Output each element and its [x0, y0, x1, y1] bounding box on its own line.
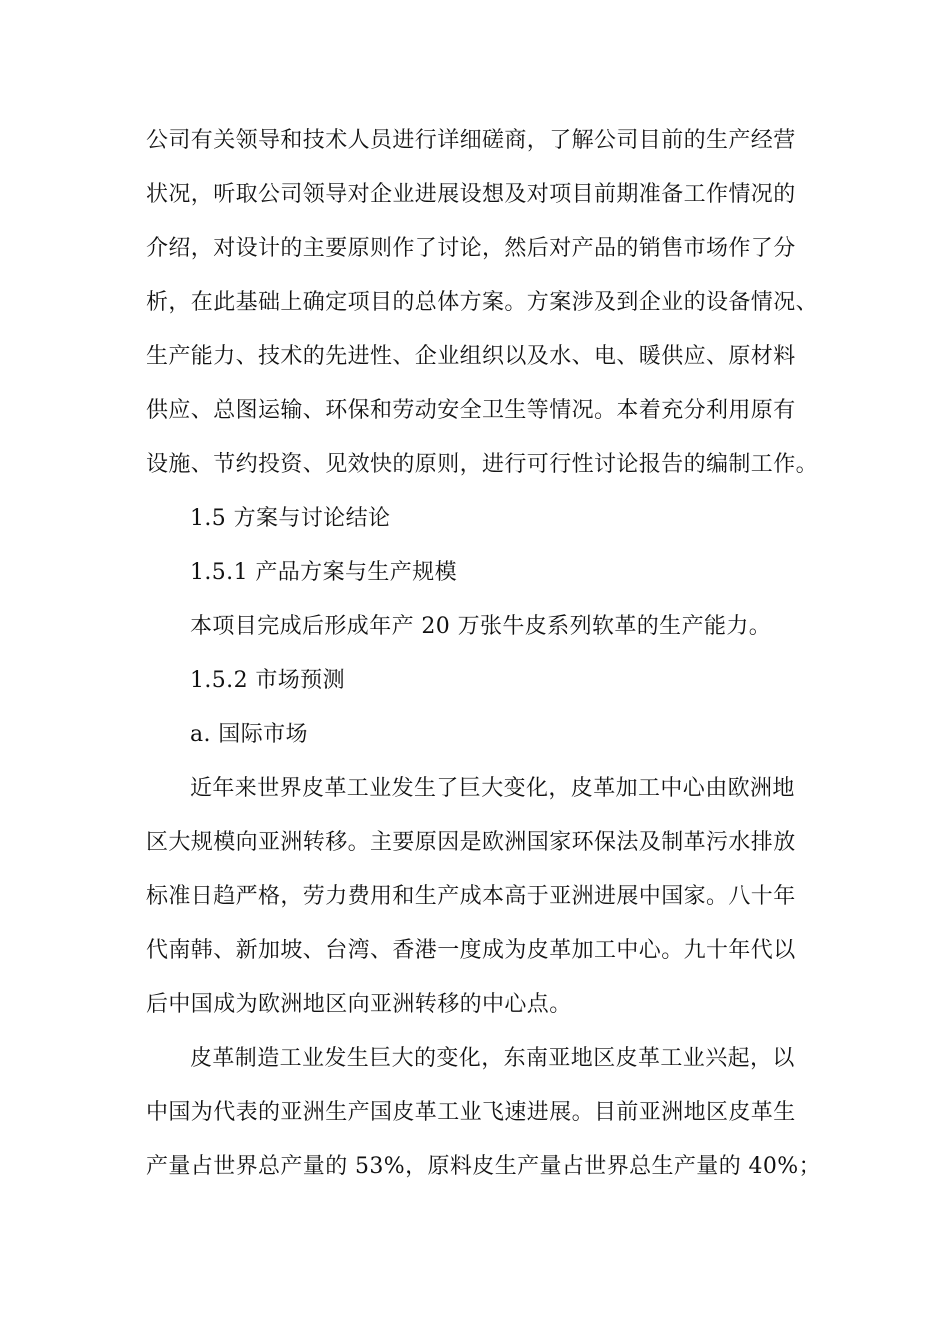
- market-paragraph-line: 后中国成为欧洲地区向亚洲转移的中心点。: [146, 992, 572, 1017]
- section-heading-1-5-1: 1.5.1 产品方案与生产规模: [190, 560, 457, 585]
- intro-paragraph-line: 析，在此基础上确定项目的总体方案。方案涉及到企业的设备情况、: [146, 290, 819, 315]
- intro-paragraph-line: 设施、节约投资、见效快的原则，进行可行性讨论报告的编制工作。: [146, 452, 819, 477]
- industry-paragraph-line: 中国为代表的亚洲生产国皮革工业飞速进展。目前亚洲地区皮革生: [146, 1100, 796, 1125]
- section-heading-1-5-2: 1.5.2 市场预测: [190, 668, 345, 693]
- market-paragraph-line: 区大规模向亚洲转移。主要原因是欧洲国家环保法及制革污水排放: [146, 830, 796, 855]
- intro-paragraph-line: 供应、总图运输、环保和劳动安全卫生等情况。本着充分利用原有: [146, 398, 796, 423]
- subsection-heading-a: a. 国际市场: [190, 722, 308, 747]
- intro-paragraph-line: 公司有关领导和技术人员进行详细磋商，了解公司目前的生产经营: [146, 128, 796, 153]
- industry-paragraph-line: 产量占世界总产量的 53%，原料皮生产量占世界总生产量的 40%；: [146, 1154, 821, 1179]
- market-paragraph-line: 标准日趋严格，劳力费用和生产成本高于亚洲进展中国家。八十年: [146, 884, 796, 909]
- industry-paragraph-line: 皮革制造工业发生巨大的变化，东南亚地区皮革工业兴起，以: [190, 1046, 795, 1071]
- intro-paragraph-line: 介绍，对设计的主要原则作了讨论，然后对产品的销售市场作了分: [146, 236, 796, 261]
- section-heading-1-5: 1.5 方案与讨论结论: [190, 506, 391, 531]
- intro-paragraph-line: 生产能力、技术的先进性、企业组织以及水、电、暖供应、原材料: [146, 344, 796, 369]
- market-paragraph-line: 近年来世界皮革工业发生了巨大变化，皮革加工中心由欧洲地: [190, 776, 795, 801]
- capacity-paragraph: 本项目完成后形成年产 20 万张牛皮系列软革的生产能力。: [190, 614, 772, 639]
- intro-paragraph-line: 状况，听取公司领导对企业进展设想及对项目前期准备工作情况的: [146, 182, 796, 207]
- market-paragraph-line: 代南韩、新加坡、台湾、香港一度成为皮革加工中心。九十年代以: [146, 938, 796, 963]
